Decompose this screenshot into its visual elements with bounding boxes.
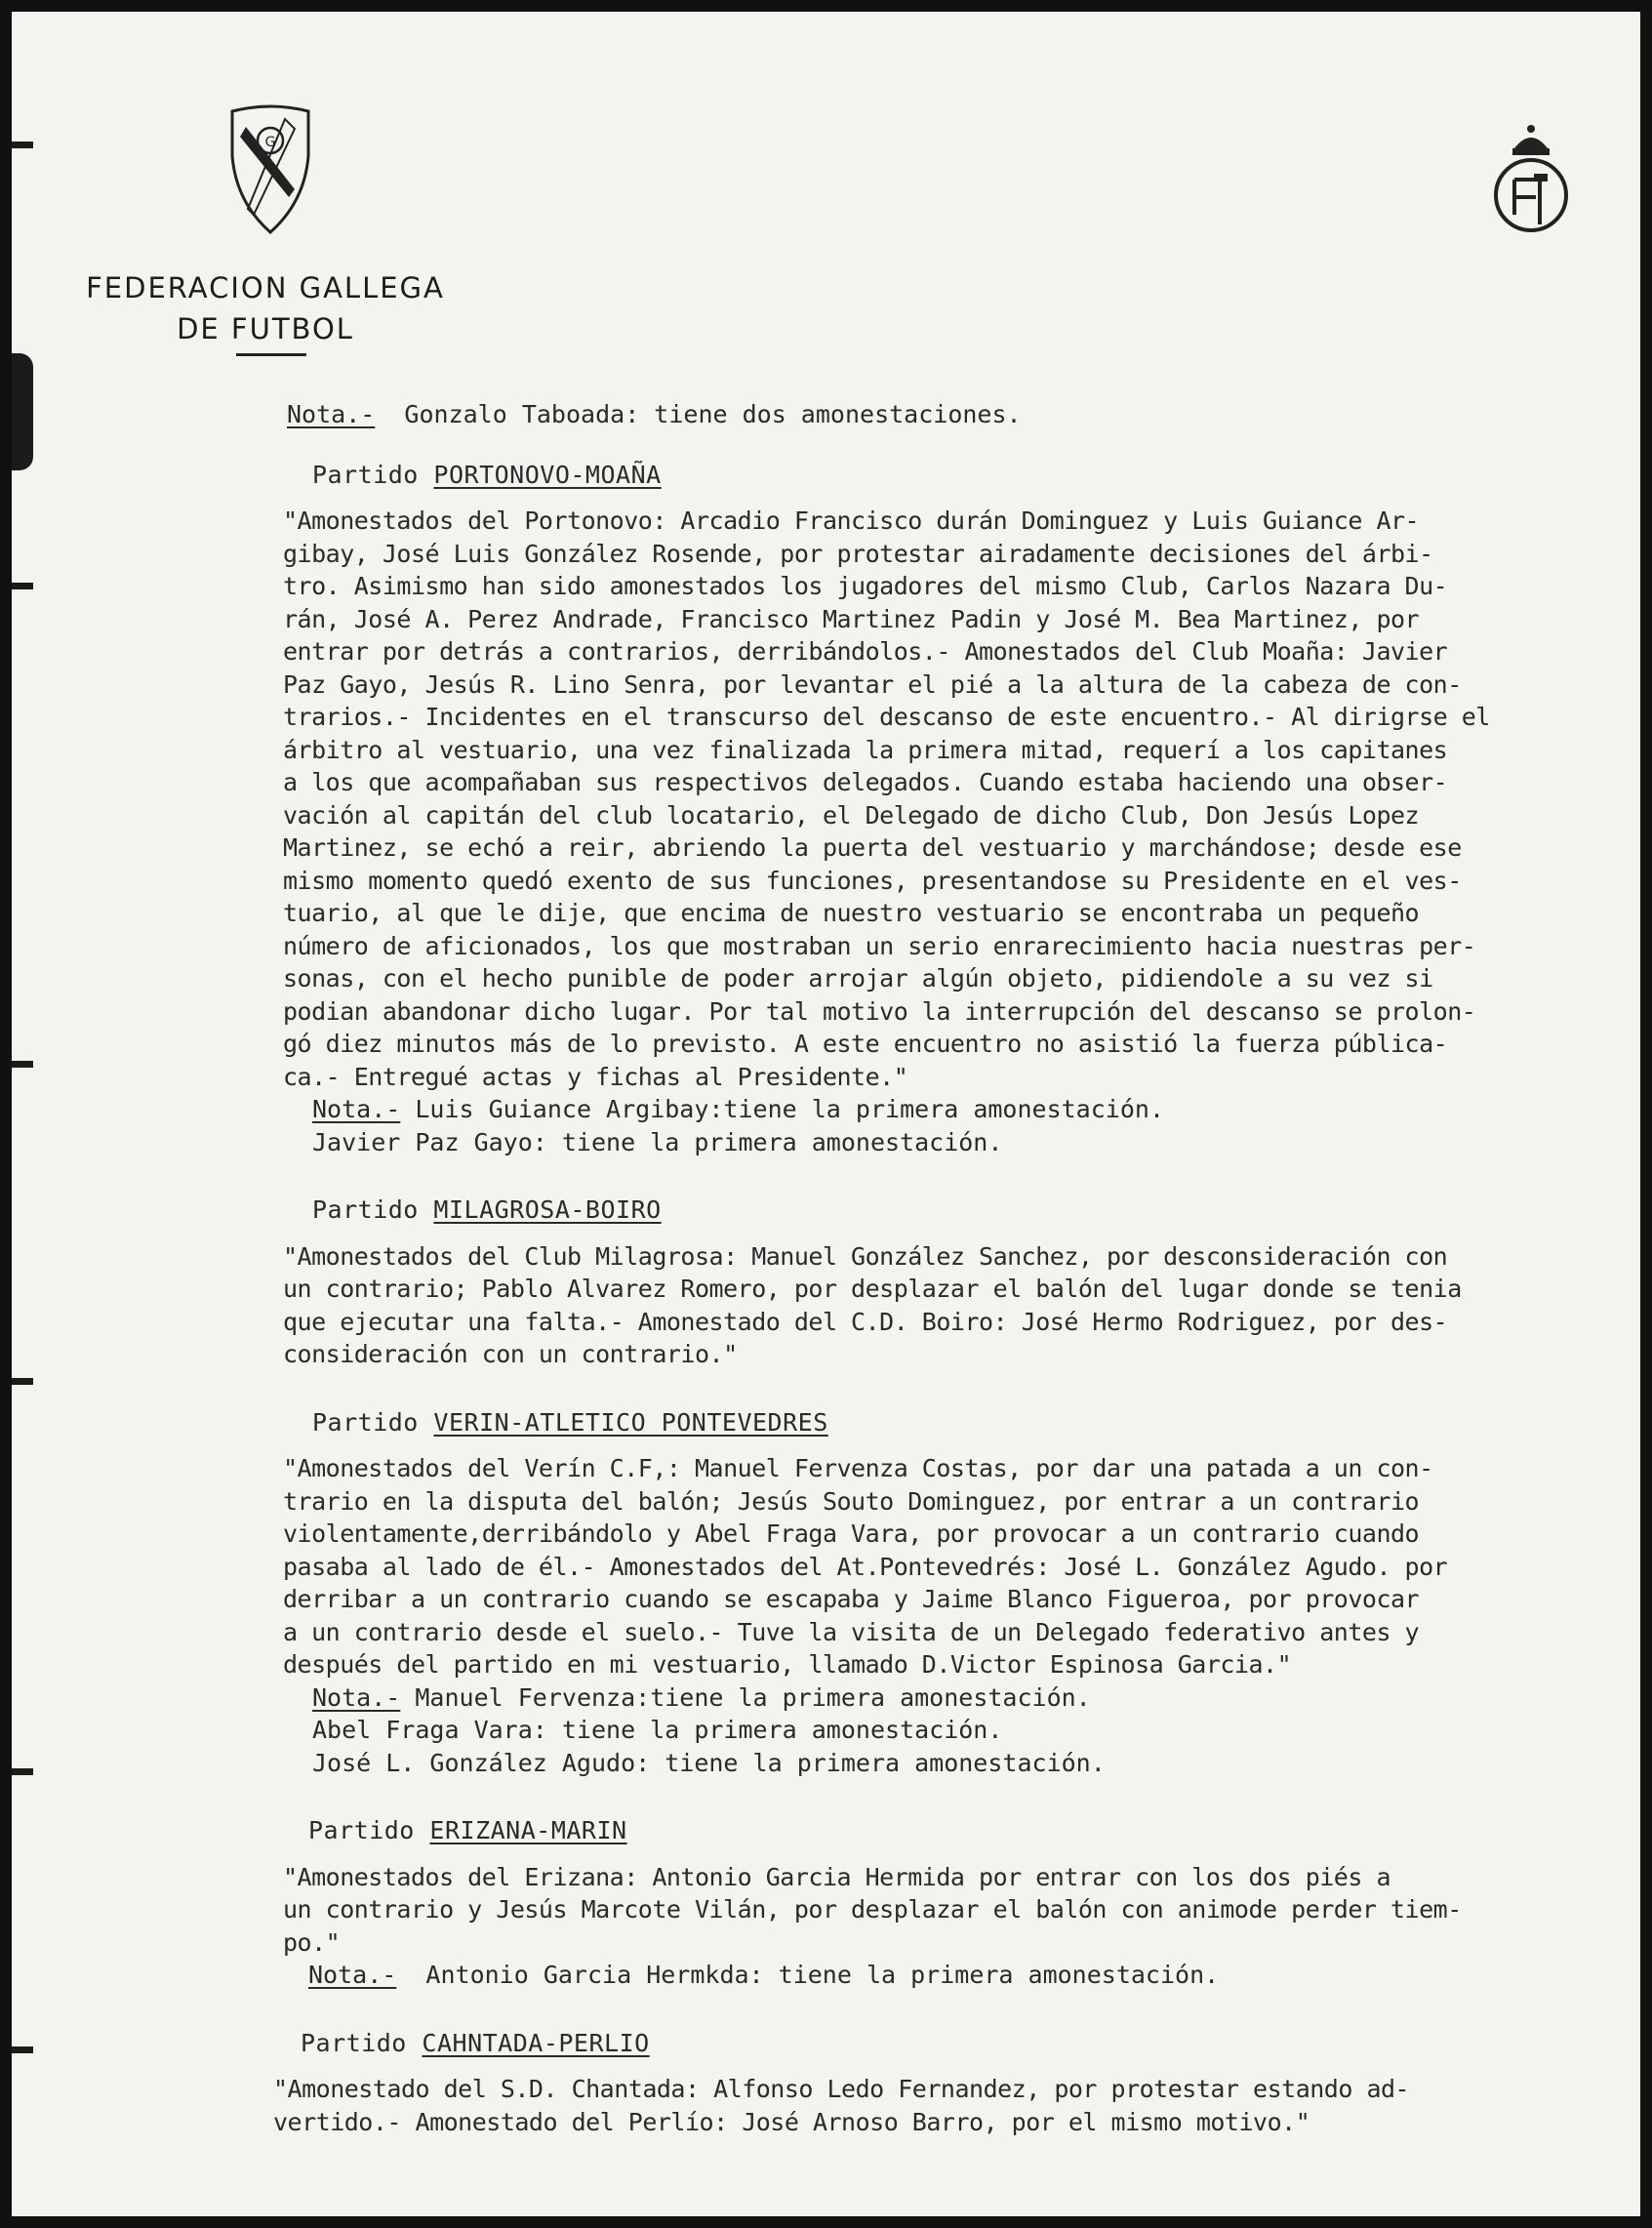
note-text: Luis Guiance Argibay:tiene la primera amonestación. [415, 1095, 1164, 1123]
match-heading [312, 1406, 1630, 1439]
punch-hole-mark [12, 583, 33, 589]
match-report [283, 1240, 1630, 1371]
report-line: po." [283, 1927, 341, 1957]
report-line: mismo momento quedó exento de sus funciones, presentandose su Presidente en el ves- [283, 866, 1462, 895]
match-section [263, 1406, 1630, 1780]
report-line: rán, José A. Perez Andrade, Francisco Martinez Padin y José M. Bea Martinez, por [283, 604, 1420, 633]
match-teams: MILAGROSA-BOIRO [433, 1195, 662, 1224]
match-notes [283, 1681, 1630, 1780]
match-section [263, 1194, 1630, 1371]
report-line: a los que acompañaban sus respectivos delegados. Cuando estaba haciendo una obser- [283, 768, 1448, 796]
note-text: Javier Paz Gayo: tiene la primera amonestación. [312, 1127, 1003, 1156]
report-line: sonas, con el hecho punible de poder arrojar algún objeto, pidiendole a su vez si [283, 964, 1433, 992]
organization-name [51, 267, 480, 349]
punch-hole-mark [12, 1768, 33, 1775]
note-text: Gonzalo Taboada: tiene dos amonestaciones. [404, 400, 1022, 428]
report-line: después del partido en mi vestuario, llamado D.Victor Espinosa Garcia." [283, 1650, 1292, 1679]
report-line: gibay, José Luis González Rosende, por protestar airadamente decisiones del árbi- [283, 539, 1433, 568]
report-line: derribar a un contrario cuando se escapaba y Jaime Blanco Figueroa, por provocar [283, 1585, 1420, 1613]
report-line: a un contrario desde el suelo.- Tuve la visita de un Delegado federativo antes y [283, 1617, 1420, 1646]
report-line: árbitro al vestuario, una vez finalizada la primera mitad, requerí a los capitanes [283, 735, 1448, 764]
match-notes [279, 1959, 1630, 1992]
match-section [263, 459, 1630, 1159]
match-prefix: Partido [308, 1816, 415, 1844]
report-line: vertido.- Amonestado del Perlío: José Arnoso Barro, por el mismo motivo." [273, 2107, 1310, 2136]
note-line [312, 1681, 1630, 1715]
spanish-federation-crest-icon [1487, 119, 1575, 246]
note-label: Nota.- [312, 1682, 401, 1712]
punch-hole-mark [12, 1378, 33, 1385]
note-label: Nota.- [312, 1095, 401, 1123]
match-teams: ERIZANA-MARIN [429, 1816, 627, 1844]
report-line: "Amonestados del Portonovo: Arcadio Francisco durán Dominguez y Luis Guiance Ar- [283, 506, 1420, 535]
report-line: que ejecutar una falta.- Amonestado del C.D. Boiro: José Hermo Rodriguez, por des- [283, 1307, 1448, 1336]
match-prefix: Partido [312, 1195, 419, 1224]
note-text: José L. González Agudo: tiene la primera amonestación. [312, 1748, 1106, 1777]
match-prefix: Partido [312, 1407, 419, 1437]
org-line-1: FEDERACION GALLEGA [86, 271, 445, 304]
report-line: un contrario; Pablo Alvarez Romero, por desplazar el balón del lugar donde se tenia [283, 1275, 1462, 1303]
match-prefix: Partido [312, 460, 419, 489]
report-line: "Amonestados del Verín C.F,: Manuel Fervenza Costas, por dar una patada a un con- [283, 1454, 1433, 1482]
match-report [283, 1861, 1630, 1960]
match-notes [283, 1093, 1630, 1158]
header-rule [236, 353, 306, 356]
note-text: Manuel Fervenza:tiene la primera amonestación. [415, 1682, 1091, 1712]
note-line [312, 1747, 1630, 1780]
svg-text:G: G [264, 135, 276, 150]
report-line: Paz Gayo, Jesús R. Lino Senra, por levantar el pié a la altura de la cabeza de con- [283, 669, 1462, 699]
match-teams: CAHNTADA-PERLIO [422, 2028, 650, 2057]
punch-hole-mark [12, 2046, 33, 2053]
report-line: un contrario y Jesús Marcote Vilán, por desplazar el balón con animode perder tiem- [283, 1895, 1462, 1924]
punch-hole-mark [12, 1061, 33, 1068]
report-line: número de aficionados, los que mostraban un serio enrarecimiento hacia nuestras per- [283, 931, 1476, 960]
match-heading [301, 2027, 1630, 2060]
report-line: tuario, al que le dije, que encima de nuestro vestuario se encontraba un pequeño [283, 899, 1420, 927]
match-section [263, 1814, 1630, 1992]
report-body [263, 398, 1630, 2138]
report-line: "Amonestados del Erizana: Antonio Garcia Hermida por entrar con los dos piés a [283, 1862, 1390, 1891]
note-label: Nota.- [287, 400, 376, 428]
match-prefix: Partido [301, 2028, 407, 2057]
federation-shield-icon [226, 100, 314, 236]
report-line: podian abandonar dicho lugar. Por tal motivo la interrupción del descanso se prolon- [283, 996, 1476, 1026]
report-line: tro. Asimismo han sido amonestados los jugadores del mismo Club, Carlos Nazara Du- [283, 572, 1448, 600]
match-report [273, 2073, 1630, 2138]
report-line: ca.- Entregué actas y fichas al Presidente." [283, 1062, 908, 1091]
note-line [312, 1126, 1630, 1159]
document-page [12, 12, 1640, 2216]
punch-hole-mark [12, 142, 33, 148]
report-line: "Amonestado del S.D. Chantada: Alfonso Ledo Fernandez, por protestar estando ad- [273, 2075, 1410, 2103]
report-line: trario en la disputa del balón; Jesús Souto Dominguez, por entrar a un contrario [283, 1486, 1420, 1516]
report-line: consideración con un contrario." [283, 1340, 738, 1368]
report-line: Martinez, se echó a reir, abriendo la puerta del vestuario y marchándose; desde ese [283, 833, 1462, 862]
note-line [312, 1714, 1630, 1747]
note-text: Abel Fraga Vara: tiene la primera amonestación. [312, 1716, 1003, 1744]
edge-damage [12, 353, 33, 470]
match-report [283, 1452, 1630, 1681]
match-teams: VERIN-ATLETICO PONTEVEDRES [433, 1407, 828, 1437]
report-line: entrar por detrás a contrarios, derribándolos.- Amonestados del Club Moaña: Javier [283, 637, 1448, 666]
org-line-2: DE FUTBOL [177, 312, 354, 345]
report-line: trarios.- Incidentes en el transcurso del descanso de este encuentro.- Al dirigrse el [283, 703, 1490, 731]
note-text: Antonio Garcia Hermkda: tiene la primera amonestación. [425, 1961, 1220, 1989]
note-label: Nota.- [308, 1961, 397, 1989]
note-line [308, 1959, 1630, 1992]
report-line: vación al capitán del club locatario, el Delegado de dicho Club, Don Jesús Lopez [283, 800, 1420, 830]
match-report [283, 505, 1630, 1093]
match-heading [312, 459, 1630, 492]
report-line: gó diez minutos más de lo previsto. A este encuentro no asistió la fuerza pública- [283, 1030, 1448, 1058]
match-heading [308, 1814, 1630, 1847]
report-line: "Amonestados del Club Milagrosa: Manuel González Sanchez, por desconsideración con [283, 1241, 1448, 1271]
match-heading [312, 1194, 1630, 1227]
match-section [263, 2027, 1630, 2139]
report-line: pasaba al lado de él.- Amonestados del At.Pontevedrés: José L. González Agudo. por [283, 1552, 1448, 1581]
intro-note [287, 398, 1630, 431]
match-teams: PORTONOVO-MOAÑA [433, 460, 662, 489]
note-line [312, 1093, 1630, 1126]
report-line: violentamente,derribándolo y Abel Fraga Vara, por provocar a un contrario cuando [283, 1519, 1420, 1548]
